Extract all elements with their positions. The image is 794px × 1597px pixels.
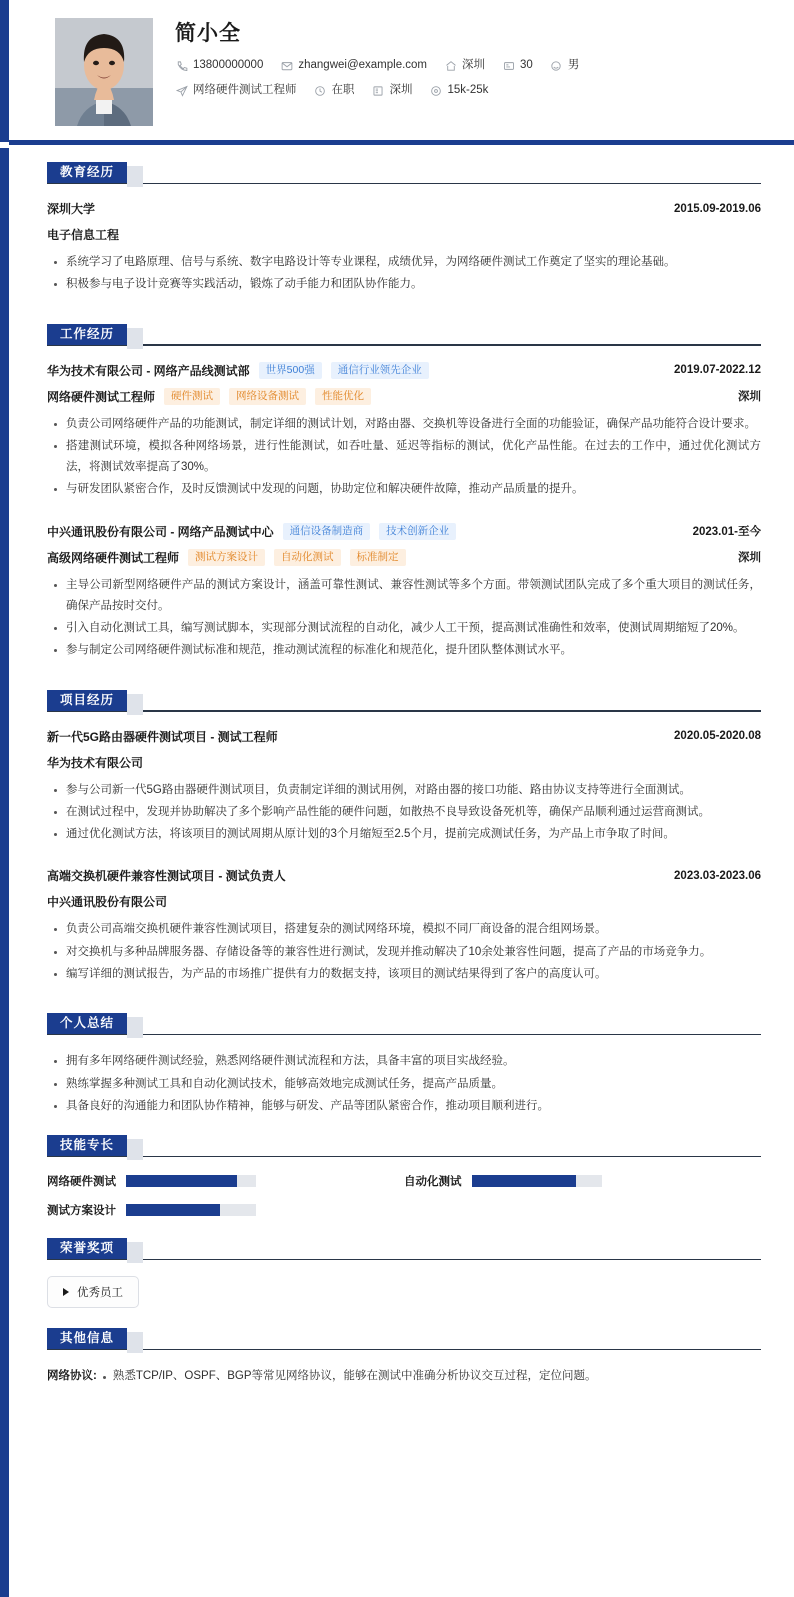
section-title-projects: 项目经历 (47, 690, 127, 711)
list-item: 参与制定公司网络硬件测试标准和规范，推动测试流程的标准化和规范化，提升团队整体测试水平。 (47, 640, 761, 661)
other-info-row (47, 1366, 761, 1387)
section-title-other: 其他信息 (47, 1328, 127, 1349)
section-tab-shadow (127, 694, 143, 715)
skill-tag: 自动化测试 (274, 549, 341, 566)
section-rule (47, 1156, 761, 1158)
skill-progress-fill (126, 1204, 220, 1216)
work-entry (47, 523, 761, 662)
identity-block (175, 18, 794, 109)
contact-email-value: zhangwei@example.com (298, 59, 428, 72)
list-item: 负责公司网络硬件产品的功能测试，制定详细的测试计划，对路由器、交换机等设备进行全面的功能验证，确保产品功能符合设计要求。 (47, 414, 761, 435)
list-item: 主导公司新型网络硬件产品的测试方案设计，涵盖可靠性测试、兼容性测试等多个方面。带领测试团队完成了多个重大项目的测试任务，确保产品按时交付。 (47, 575, 761, 618)
section-summary (47, 1013, 761, 1117)
list-item: 搭建测试环境，模拟各种网络场景，进行性能测试，如吞吐量、延迟等指标的测试，优化产品性能。在过去的工作中，通过优化测试方法，将测试效率提高了30%。 (47, 436, 761, 479)
project-bullets (47, 919, 761, 985)
education-bullets (47, 252, 761, 296)
skill-row (404, 1173, 761, 1189)
contact-age (502, 59, 533, 73)
work-company: 中兴通讯股份有限公司 - 网络产品测试中心 (47, 524, 274, 539)
section-rule (47, 1349, 761, 1351)
list-item: 通过优化测试方法，将该项目的测试周期从原计划的3个月缩短至2.5个月，提前完成测试任务，为产品上市争取了时间。 (47, 824, 761, 845)
other-info-text: 熟悉TCP/IP、OSPF、BGP等常见网络协议，能够在测试中准确分析协议交互过程，定位问题。 (112, 1370, 597, 1383)
work-bullets (47, 575, 761, 662)
skill-tag: 网络设备测试 (229, 388, 306, 405)
mail-icon (280, 59, 293, 72)
work-position-group (47, 388, 371, 405)
company-tag: 技术创新企业 (379, 523, 456, 540)
section-tab-shadow (127, 1139, 143, 1160)
work-location: 深圳 (738, 391, 761, 404)
work-position-line (47, 549, 761, 566)
section-rule (47, 183, 761, 185)
list-item: 与研发团队紧密合作，及时反馈测试中发现的问题，协助定位和解决硬件故障，推动产品质量的提升。 (47, 479, 761, 500)
project-bullets (47, 780, 761, 846)
caret-right-icon (63, 1288, 69, 1296)
skill-progress-track (472, 1175, 602, 1187)
skill-row (47, 1173, 404, 1189)
section-tab-shadow (127, 1332, 143, 1353)
section-header-summary (47, 1013, 761, 1035)
body-accent-rail (0, 148, 9, 1597)
company-tag: 世界500强 (259, 362, 322, 379)
contact-phone (175, 59, 263, 73)
work-company-group (47, 362, 429, 379)
work-company-line (47, 362, 761, 379)
section-tab-shadow (127, 1242, 143, 1263)
section-projects (47, 690, 761, 986)
list-item: 对交换机与多种品牌服务器、存储设备等的兼容性进行测试，发现并推动解决了10余处兼容性问题，提高了产品的市场竞争力。 (47, 942, 761, 963)
work-entry (47, 362, 761, 501)
page-title: 简小全 (175, 22, 241, 45)
work-company-group (47, 523, 456, 540)
skill-progress-fill (126, 1175, 237, 1187)
section-title-education: 教育经历 (47, 162, 127, 183)
work-company-line (47, 523, 761, 540)
skill-tag: 测试方案设计 (188, 549, 265, 566)
list-item: 在测试过程中，发现并协助解决了多个影响产品性能的硬件问题，如散热不良导致设备死机等，确保产品顺利通过运营商测试。 (47, 802, 761, 823)
project-entry (47, 728, 761, 846)
summary-bullets (47, 1051, 761, 1117)
section-education (47, 162, 761, 296)
contact-age-value: 30 (520, 59, 533, 72)
job-city-value: 深圳 (389, 83, 413, 96)
resume-body (0, 140, 794, 1411)
salary-expectation (430, 84, 489, 98)
skill-tag: 性能优化 (315, 388, 371, 405)
header-divider (9, 140, 794, 145)
work-bullets (47, 414, 761, 501)
work-date: 2019.07-2022.12 (674, 364, 761, 377)
other-info-label: 网络协议: (47, 1370, 97, 1383)
contact-city-value: 深圳 (462, 59, 486, 72)
section-title-honors: 荣誉奖项 (47, 1238, 127, 1259)
education-school: 深圳大学 (47, 202, 96, 216)
skill-tag: 硬件测试 (164, 388, 220, 405)
project-name: 高端交换机硬件兼容性测试项目 - 测试负责人 (47, 869, 286, 884)
send-icon (175, 84, 188, 97)
avatar-portrait-icon (55, 18, 153, 126)
skill-row (47, 1202, 404, 1218)
work-location: 深圳 (738, 552, 761, 565)
skill-label: 自动化测试 (404, 1176, 462, 1189)
section-title-skills: 技能专长 (47, 1135, 127, 1156)
honors-list (47, 1276, 761, 1308)
section-tab-shadow (127, 328, 143, 349)
project-entry (47, 867, 761, 985)
skills-grid (47, 1173, 761, 1218)
contact-city (444, 59, 485, 73)
education-date: 2015.09-2019.06 (674, 202, 761, 215)
salary-value: 15k-25k (447, 83, 489, 96)
education-entry-headline (47, 200, 761, 217)
list-item: 参与公司新一代5G路由器硬件测试项目，负责制定详细的测试用例，对路由器的接口功能、路由协议支持等进行全面测试。 (47, 780, 761, 801)
phone-icon (175, 59, 188, 72)
job-city (372, 84, 413, 98)
job-status-value: 在职 (331, 83, 355, 96)
project-headline (47, 728, 761, 745)
resume-header (0, 0, 794, 140)
list-item: 拥有多年网络硬件测试经验，熟悉网络硬件测试流程和方法，具备丰富的项目实战经验。 (47, 1051, 761, 1072)
project-date: 2023.03-2023.06 (674, 869, 761, 882)
list-item: 系统学习了电路原理、信号与系统、数字电路设计等专业课程，成绩优异，为网络硬件测试工作奠定了坚实的理论基础。 (47, 252, 761, 273)
section-header-skills (47, 1135, 761, 1157)
project-headline (47, 867, 761, 884)
list-item: 积极参与电子设计竞赛等实践活动，锻炼了动手能力和团队协作能力。 (47, 274, 761, 295)
company-tag: 通信设备制造商 (283, 523, 371, 540)
honor-chip-label: 优秀员工 (77, 1287, 123, 1300)
contact-gender (550, 59, 580, 73)
job-target-value: 网络硬件测试工程师 (193, 83, 297, 96)
section-tab-shadow (127, 166, 143, 187)
education-major: 电子信息工程 (47, 228, 120, 242)
work-position: 网络硬件测试工程师 (47, 389, 156, 404)
skill-tag: 标准制定 (350, 549, 406, 566)
section-header-projects (47, 690, 761, 712)
section-rule (47, 710, 761, 712)
job-status (314, 84, 355, 98)
section-header-other (47, 1328, 761, 1350)
project-name: 新一代5G路由器硬件测试项目 - 测试工程师 (47, 729, 278, 744)
gender-icon (550, 59, 563, 72)
project-company: 华为技术有限公司 (47, 755, 144, 770)
education-entry (47, 200, 761, 296)
home-icon (444, 59, 457, 72)
contact-row-secondary (175, 84, 794, 98)
section-honors (47, 1238, 761, 1308)
skill-progress-track (126, 1175, 256, 1187)
section-work (47, 324, 761, 662)
salary-icon (430, 84, 443, 97)
company-tag: 通信行业领先企业 (331, 362, 429, 379)
skill-progress-track (126, 1204, 256, 1216)
work-date: 2023.01-至今 (692, 526, 761, 539)
avatar (55, 18, 153, 126)
section-tab-shadow (127, 1017, 143, 1038)
section-header-honors (47, 1238, 761, 1260)
building-icon (372, 84, 385, 97)
contact-row-primary (175, 59, 794, 73)
status-icon (314, 84, 327, 97)
project-date: 2020.05-2020.08 (674, 730, 761, 743)
skill-label: 网络硬件测试 (47, 1176, 116, 1189)
list-item: 引入自动化测试工具，编写测试脚本，实现部分测试流程的自动化，减少人工干预，提高测试准确性和效率，使测试周期缩短了20%。 (47, 618, 761, 639)
list-item: 编写详细的测试报告，为产品的市场推广提供有力的数据支持，该项目的测试结果得到了客户的高度认可。 (47, 964, 761, 985)
section-header-work (47, 324, 761, 346)
section-other (47, 1328, 761, 1387)
section-rule (47, 344, 761, 346)
job-target (175, 84, 297, 98)
section-rule (47, 1034, 761, 1036)
list-item: 具备良好的沟通能力和团队协作精神，能够与研发、产品等团队紧密合作，推动项目顺利进行。 (47, 1096, 761, 1117)
work-position-line (47, 388, 761, 405)
work-company: 华为技术有限公司 - 网络产品线测试部 (47, 363, 250, 378)
work-position-group (47, 549, 406, 566)
contact-phone-value: 13800000000 (193, 59, 264, 72)
section-skills (47, 1135, 761, 1218)
honor-chip-excellent-employee[interactable] (47, 1276, 139, 1308)
list-item: 负责公司高端交换机硬件兼容性测试项目，搭建复杂的测试网络环境，模拟不同厂商设备的混合组网场景。 (47, 919, 761, 940)
work-position: 高级网络硬件测试工程师 (47, 550, 180, 565)
bullet-dot-icon (103, 1376, 106, 1379)
section-title-summary: 个人总结 (47, 1013, 127, 1034)
skill-progress-fill (472, 1175, 576, 1187)
section-title-work: 工作经历 (47, 324, 127, 345)
contact-gender-value: 男 (567, 59, 580, 72)
section-rule (47, 1259, 761, 1261)
id-card-icon (502, 59, 515, 72)
skill-label: 测试方案设计 (47, 1205, 116, 1218)
list-item: 熟练掌握多种测试工具和自动化测试技术，能够高效地完成测试任务，提高产品质量。 (47, 1074, 761, 1095)
section-header-education (47, 162, 761, 184)
project-company: 中兴通讯股份有限公司 (47, 895, 168, 910)
contact-email (280, 59, 427, 73)
